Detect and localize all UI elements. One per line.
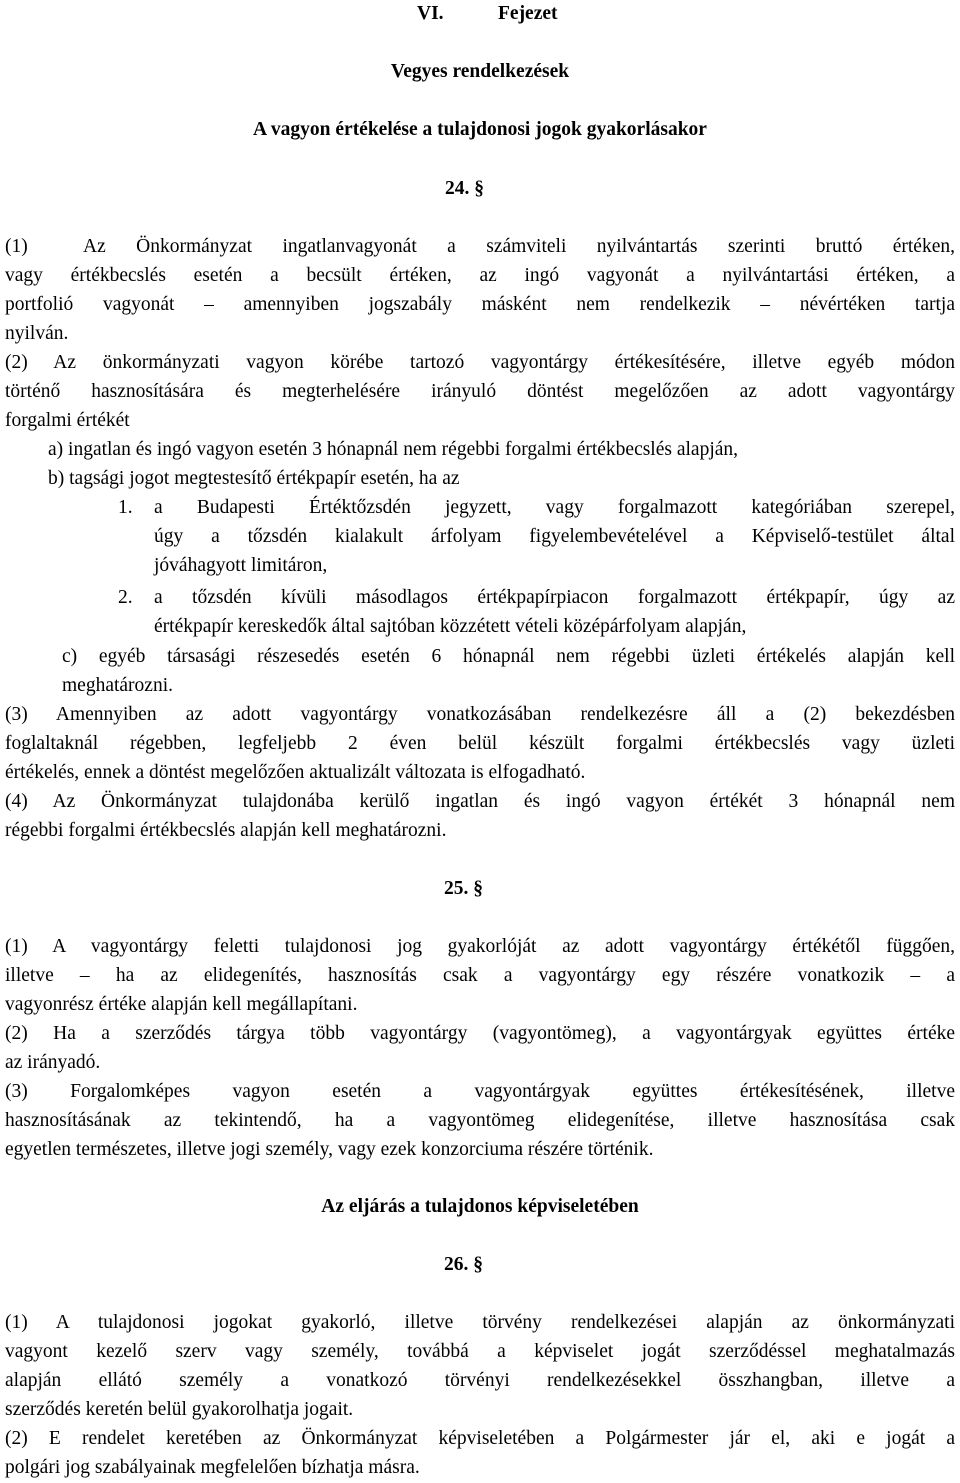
p25-1-line: (1) A vagyontárgy feletti tulajdonosi jog gyakorlóját az adott vagyontárgy értékétől függően,: [5, 936, 955, 957]
p24-2-line: (2) Az önkormányzati vagyon körébe tartozó vagyontárgy értékesítésére, illetve egyéb módon: [5, 352, 955, 373]
p25-3-line: (3) Forgalomképes vagyon esetén a vagyontárgyak együttes értékesítésének, illetve: [5, 1081, 955, 1102]
chapter-title: Fejezet: [498, 3, 558, 24]
chapter-number: VI.: [417, 3, 444, 24]
p25-3-line: egyetlen természetes, illetve jogi személy, vagy ezek konzorciuma részére történik.: [5, 1139, 654, 1160]
p24-2-line: történő hasznosítására és megterhelésére irányuló döntést megelőzően az adott vagyontárgy: [5, 381, 955, 402]
p26-2-line: polgári jog szabályainak megfelelően bízhatja másra.: [5, 1457, 420, 1478]
p24-2-b-2-line: értékpapír kereskedők által sajtóban közzétett vételi középárfolyam alapján,: [154, 616, 747, 637]
p24-2-b-2-number: 2.: [118, 587, 133, 608]
p24-2-item-c: c) egyéb társasági részesedés esetén 6 hónapnál nem régebbi üzleti értékelés alapján kell: [62, 646, 955, 667]
paragraph-25-title: 25. §: [444, 878, 483, 899]
p24-2-b-1-line: jóváhagyott limitáron,: [154, 555, 328, 576]
section-heading: Vegyes rendelkezések: [390, 61, 570, 82]
p24-1-line: Az Önkormányzat ingatlanvagyonát a számviteli nyilvántartás szerinti bruttó értéken,: [83, 236, 955, 257]
subsection-heading: A vagyon értékelése a tulajdonosi jogok gyakorlásakor: [253, 119, 707, 140]
p24-3-line: (3) Amennyiben az adott vagyontárgy vonatkozásában rendelkezésre áll a (2) bekezdésben: [5, 704, 955, 725]
p25-1-line: vagyonrész értéke alapján kell megállapítani.: [5, 994, 358, 1015]
p24-2-b-1-number: 1.: [118, 497, 133, 518]
p24-2-item-a: a) ingatlan és ingó vagyon esetén 3 hónapnál nem régebbi forgalmi értékbecslés alapján,: [48, 439, 739, 460]
p25-2-line: (2) Ha a szerződés tárgya több vagyontárgy (vagyontömeg), a vagyontárgyak együttes értéke: [5, 1023, 955, 1044]
paragraph-24-title: 24. §: [445, 178, 484, 199]
p25-2-line: az irányadó.: [5, 1052, 101, 1073]
p24-1-line: nyilván.: [5, 323, 69, 344]
p24-3-line: értékelés, ennek a döntést megelőzően aktualizált változata is elfogadható.: [5, 762, 586, 783]
subsection-heading: Az eljárás a tulajdonos képviseletében: [321, 1196, 639, 1217]
p24-2-b-1-line: a Budapesti Értéktőzsdén jegyzett, vagy forgalmazott kategóriában szerepel,: [154, 497, 955, 518]
p24-2-item-b: b) tagsági jogot megtestesítő értékpapír esetén, ha az: [48, 468, 460, 489]
p24-4-line: régebbi forgalmi értékbecslés alapján kell meghatározni.: [5, 820, 447, 841]
p25-3-line: hasznosításának az tekintendő, ha a vagyontömeg elidegenítése, illetve hasznosítása csak: [5, 1110, 955, 1131]
p26-1-line: alapján ellátó személy a vonatkozó törvényi rendelkezésekkel összhangban, illetve a: [5, 1370, 955, 1391]
p25-1-line: illetve – ha az elidegenítés, hasznosítás csak a vagyontárgy egy részére vonatkozik – a: [5, 965, 955, 986]
p24-2-item-c: meghatározni.: [62, 675, 173, 696]
p26-2-line: (2) E rendelet keretében az Önkormányzat képviseletében a Polgármester jár el, aki e jogát a: [5, 1428, 955, 1449]
p24-2-b-2-line: a tőzsdén kívüli másodlagos értékpapírpiacon forgalmazott értékpapír, úgy az: [154, 587, 955, 608]
p26-1-line: szerződés keretén belül gyakorolhatja jogait.: [5, 1399, 354, 1420]
paragraph-26-title: 26. §: [444, 1254, 483, 1275]
p24-1-line: vagy értékbecslés esetén a becsült értéken, az ingó vagyonát a nyilvántartási értéken, a: [5, 265, 955, 286]
p24-2-line: forgalmi értékét: [5, 410, 130, 431]
p26-1-line: vagyont kezelő szerv vagy személy, továbbá a képviselet jogát szerződéssel meghatalmazás: [5, 1341, 955, 1362]
p24-2-b-1-line: úgy a tőzsdén kialakult árfolyam figyelembevételével a Képviselő-testület által: [154, 526, 955, 547]
p24-1-line: portfolió vagyonát – amennyiben jogszabály másként nem rendelkezik – névértéken tartja: [5, 294, 955, 315]
p26-1-line: (1) A tulajdonosi jogokat gyakorló, illetve törvény rendelkezései alapján az önkormányzati: [5, 1312, 955, 1333]
p24-3-line: foglaltaknál régebben, legfeljebb 2 éven belül készült forgalmi értékbecslés vagy üzleti: [5, 733, 955, 754]
p24-1-number: (1): [5, 236, 28, 257]
p24-4-line: (4) Az Önkormányzat tulajdonába kerülő ingatlan és ingó vagyon értékét 3 hónapnál nem: [5, 791, 955, 812]
